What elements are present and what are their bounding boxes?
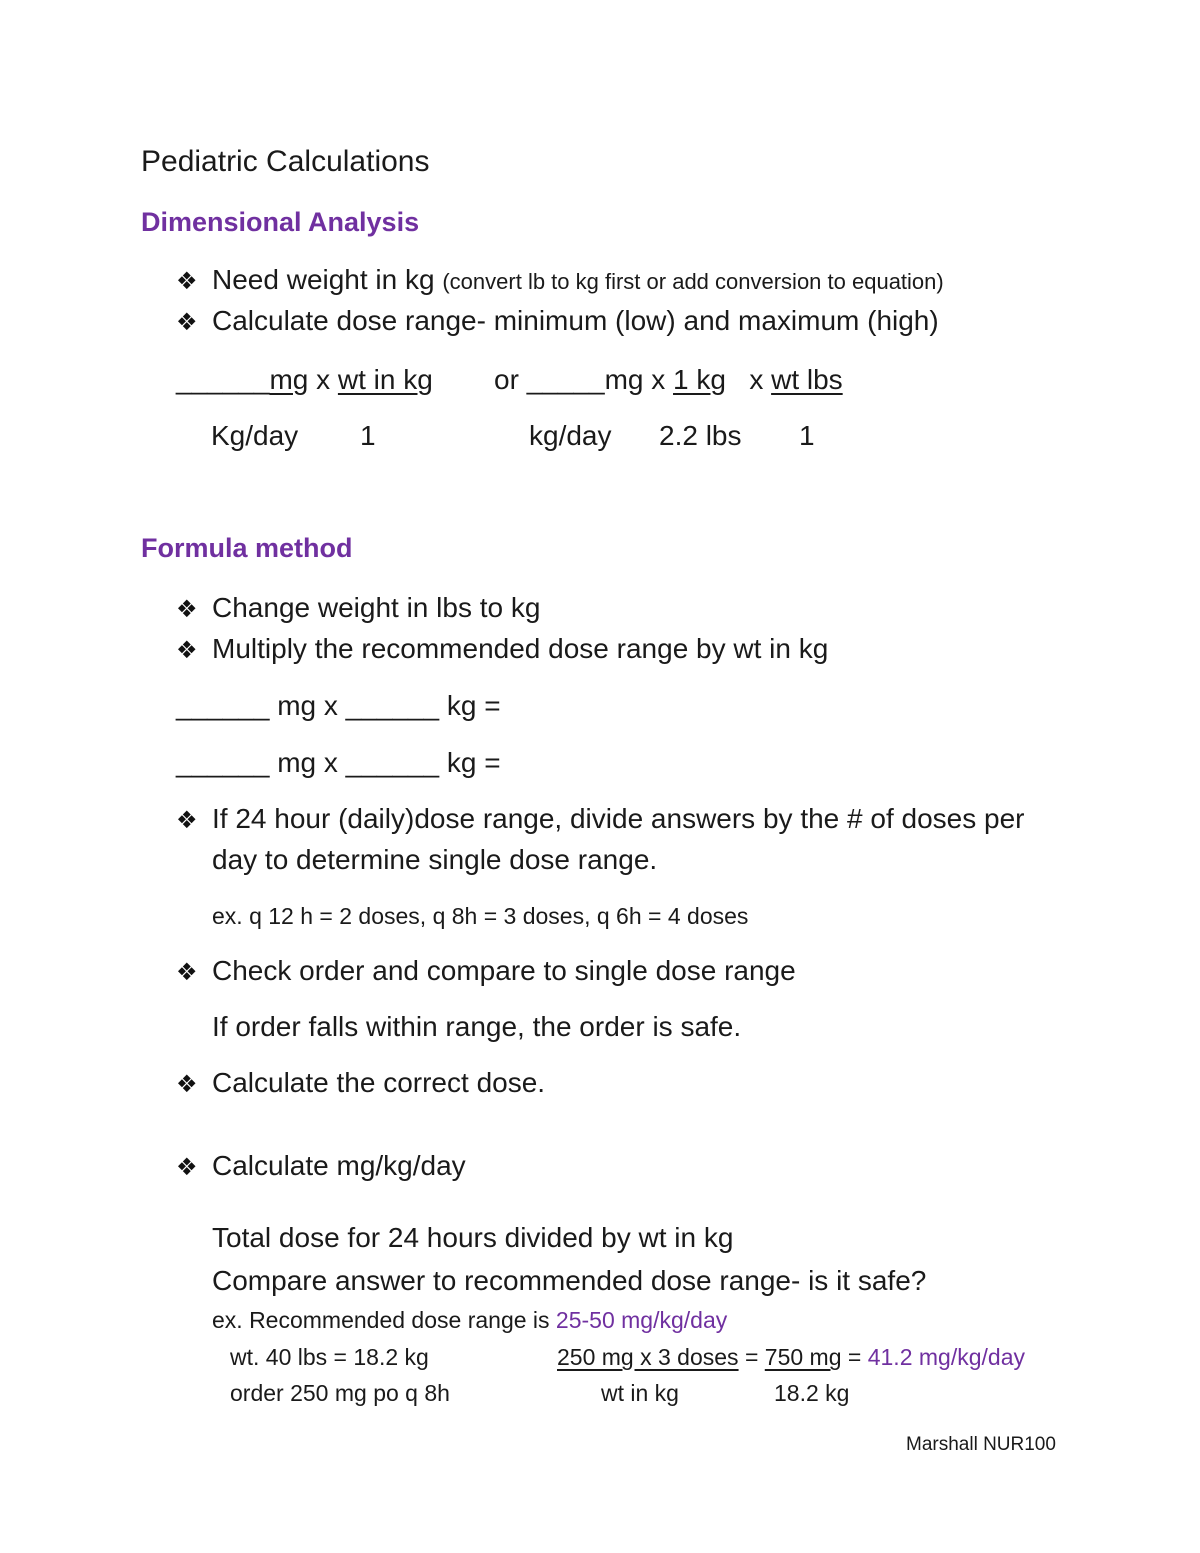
compare-text: Compare answer to recommended dose range- is it safe? (212, 1265, 927, 1296)
formula-line-1: ______ mg x ______ kg = (176, 690, 501, 721)
section-heading-formula: Formula method (141, 533, 353, 563)
diamond-bullet-icon: ❖ (176, 959, 198, 986)
calc-denominator-value: 18.2 kg (774, 1380, 850, 1406)
safe-text: If order falls within range, the order is safe. (212, 1011, 742, 1042)
bullet-text: Calculate dose range- minimum (low) and maximum (high) (212, 305, 939, 336)
bullet-text: Calculate mg/kg/day (212, 1150, 466, 1181)
bullet-text: Check order and compare to single dose range (212, 955, 796, 986)
bullet-note: (convert lb to kg first or add conversion to equation) (442, 269, 944, 294)
eq-mg: mg (269, 364, 309, 395)
bullet-dose-range (176, 305, 939, 337)
calc-equals: = (841, 1344, 868, 1370)
calc-result: 41.2 mg/kg/day (867, 1344, 1025, 1370)
bullet-text: Change weight in lbs to kg (212, 592, 541, 623)
bullet-correct-dose (176, 1067, 545, 1099)
diamond-bullet-icon: ❖ (176, 807, 198, 834)
eq-1kg: 1 kg (673, 364, 726, 395)
den-kgday-alt: kg/day (529, 420, 612, 451)
calc-row (557, 1344, 1025, 1371)
equation-row (176, 364, 433, 396)
order-text: order 250 mg po q 8h (230, 1380, 450, 1406)
bullet-text: If 24 hour (daily)dose range, divide answers by the # of doses per (212, 803, 1025, 834)
diamond-bullet-icon: ❖ (176, 1154, 198, 1181)
page-title: Pediatric Calculations (141, 145, 430, 178)
calc-750: 750 mg (764, 1344, 842, 1370)
eq-x: x (308, 364, 338, 395)
bullet-change-weight (176, 592, 540, 624)
eq-wt-lbs: wt lbs (771, 364, 843, 395)
calc-numerator: 250 mg x 3 doses (557, 1344, 739, 1370)
blank-line: ______ (176, 364, 270, 395)
calc-equals: = (738, 1344, 765, 1370)
bullet-check-order (176, 955, 796, 987)
eq-x: x (749, 364, 772, 395)
bullet-text: Need weight in kg (212, 264, 443, 295)
recommended-range (212, 1307, 727, 1334)
footer-text: Marshall NUR100 (906, 1434, 1056, 1455)
equation-row-alt (494, 364, 843, 396)
formula-line-2: ______ mg x ______ kg = (176, 747, 501, 778)
diamond-bullet-icon: ❖ (176, 596, 198, 623)
diamond-bullet-icon: ❖ (176, 1071, 198, 1098)
den-kgday: Kg/day (211, 420, 299, 451)
calc-denominator: wt in kg (601, 1380, 679, 1406)
den-lbs: 2.2 lbs (659, 420, 742, 451)
diamond-bullet-icon: ❖ (176, 637, 198, 664)
eq-mg-x: mg x (604, 364, 674, 395)
den-one-alt: 1 (799, 420, 815, 451)
bullet-text: Calculate the correct dose. (212, 1067, 546, 1098)
bullet-daily-range (176, 803, 1024, 835)
eq-or: or (494, 364, 519, 395)
bullet-daily-range-cont: day to determine single dose range. (212, 844, 658, 875)
blank-line: _____ (526, 364, 605, 395)
section-heading-dimensional: Dimensional Analysis (141, 207, 420, 237)
diamond-bullet-icon: ❖ (176, 309, 198, 336)
bullet-need-weight (176, 264, 944, 296)
bullet-mg-kg-day (176, 1150, 466, 1182)
den-one: 1 (360, 420, 376, 451)
range-prefix: ex. Recommended dose range is (212, 1307, 556, 1333)
total-dose-text: Total dose for 24 hours divided by wt in kg (212, 1222, 734, 1253)
example-doses: ex. q 12 h = 2 doses, q 8h = 3 doses, q 6h = 4 doses (212, 903, 749, 929)
range-value: 25-50 mg/kg/day (555, 1307, 728, 1333)
eq-wt-kg: wt in kg (337, 364, 433, 395)
bullet-multiply (176, 633, 828, 665)
bullet-text: Multiply the recommended dose range by wt in kg (212, 633, 829, 664)
weight-text: wt. 40 lbs = 18.2 kg (230, 1344, 429, 1370)
diamond-bullet-icon: ❖ (176, 268, 198, 295)
